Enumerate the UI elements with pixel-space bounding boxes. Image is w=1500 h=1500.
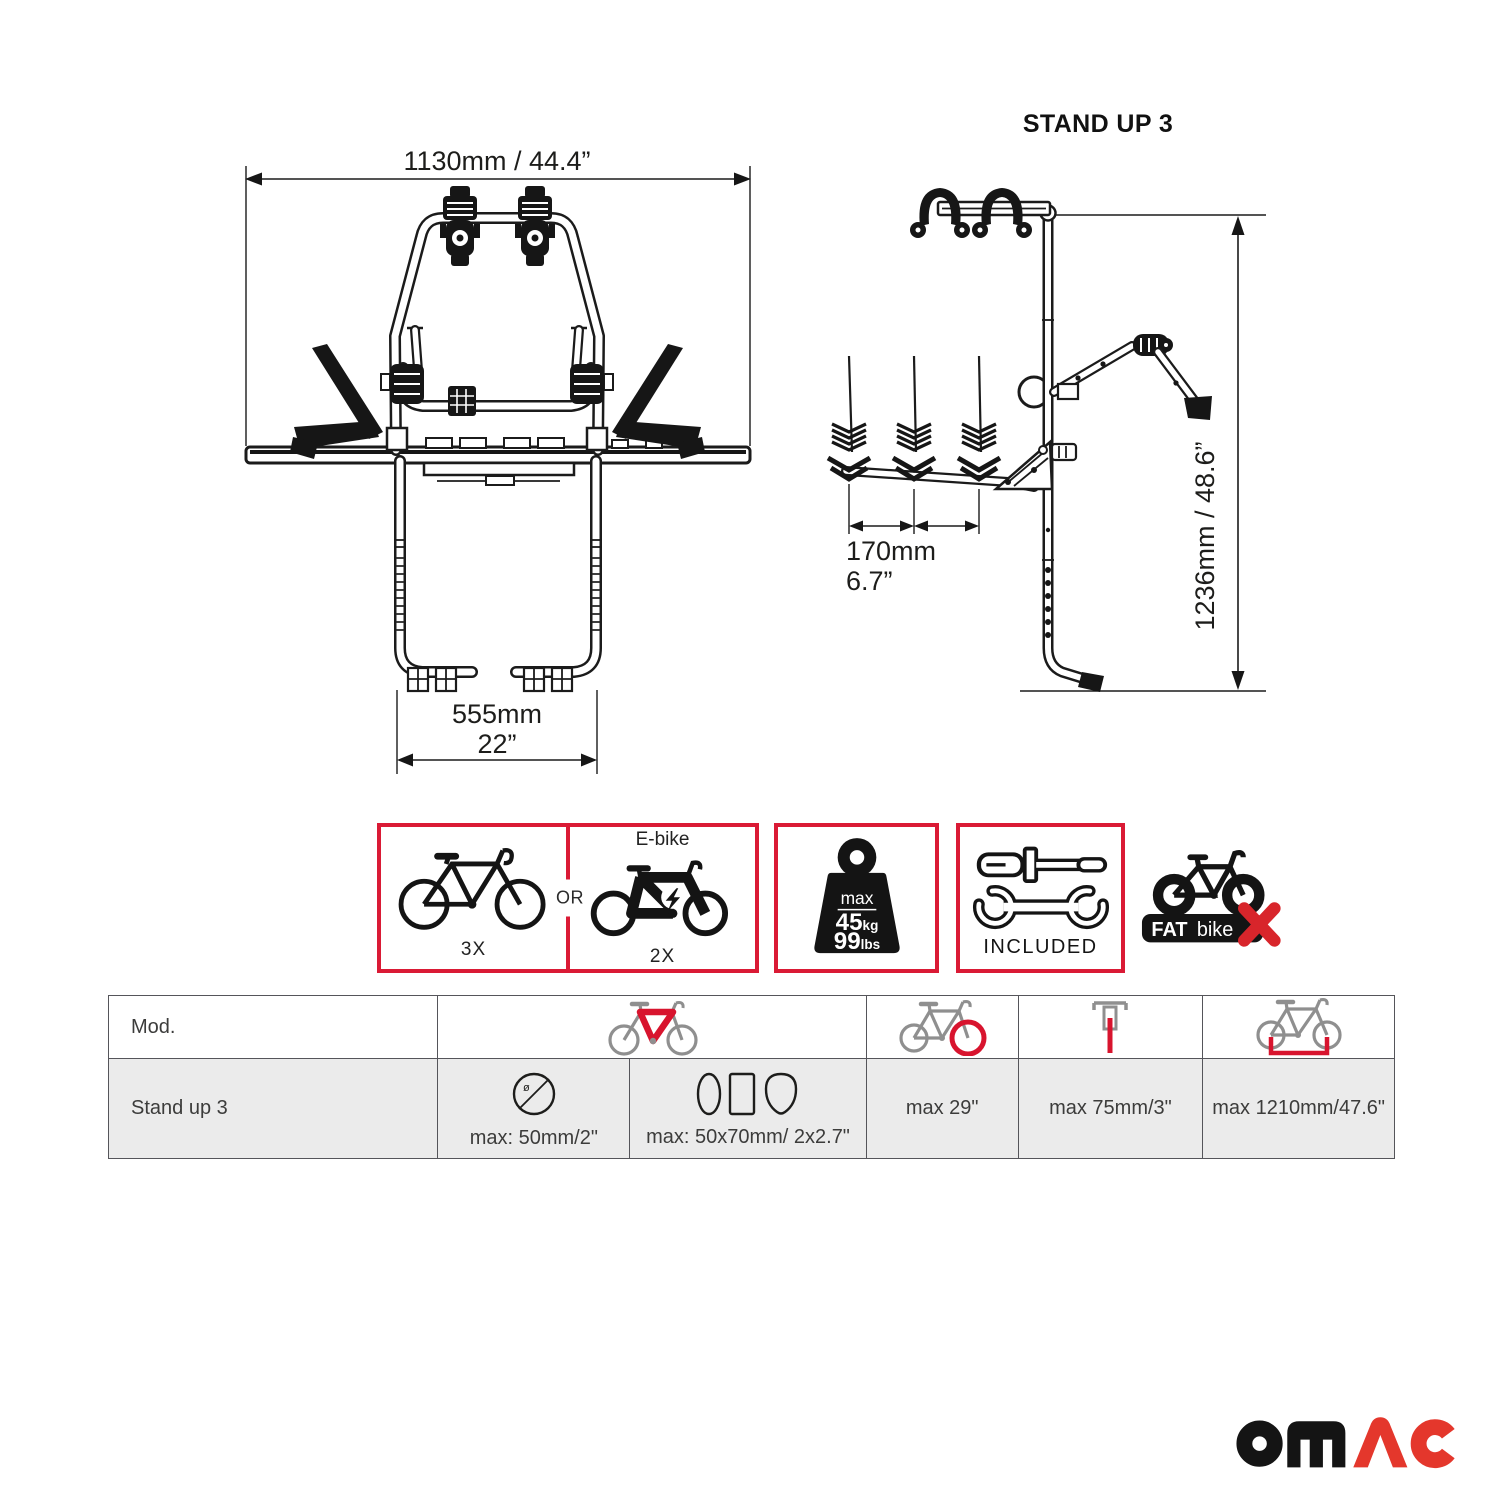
seatpost-icon	[1088, 998, 1132, 1056]
hook-width-mm-label: 555mm	[451, 699, 543, 729]
height-dimension-label: 1236mm / 48.6”	[1190, 441, 1220, 631]
omac-logo	[1235, 1408, 1461, 1474]
tray-bracket	[996, 442, 1076, 489]
frame-round-value: max: 50mm/2"	[469, 1126, 598, 1149]
table-cell-frame-shapes	[630, 1059, 867, 1158]
fatbike-bike-label: bike	[1196, 918, 1234, 941]
logo-letter-o	[1244, 1428, 1274, 1458]
wrench-icon	[974, 886, 1108, 930]
table-cell-frame-round	[438, 1059, 630, 1158]
table-header-seatpost	[1019, 996, 1204, 1059]
or-label: OR	[553, 880, 587, 917]
top-clamp-bar	[910, 188, 1050, 238]
ebike-count-label: 2X	[649, 945, 676, 967]
wheel-value: max 29"	[905, 1097, 979, 1120]
bike-frame-icon	[596, 998, 708, 1056]
weight-kg-unit: kg	[862, 917, 878, 933]
table-cell-wheel	[867, 1059, 1019, 1158]
bike-count-label: 3X	[460, 939, 487, 960]
seatpost-value: max 75mm/3"	[1049, 1097, 1172, 1120]
tray-spacing-dimension	[846, 484, 979, 596]
weight-max-label: max	[840, 887, 873, 908]
lower-support-posts	[394, 461, 602, 691]
frame-shapes-value: max: 50x70mm/ 2x2.7"	[646, 1125, 850, 1148]
e-bike-icon	[583, 854, 743, 944]
wheel-tray-assembly	[828, 356, 1076, 489]
wheelbase-value: max 1210mm/47.6"	[1212, 1097, 1385, 1120]
tools-icon	[969, 838, 1113, 930]
folded-bike-arm-assembly	[381, 328, 613, 416]
main-frame-tube	[395, 218, 599, 450]
wheelbase-icon	[1243, 997, 1355, 1057]
table-cell-wheelbase	[1203, 1059, 1394, 1158]
rear-crossbar	[424, 463, 574, 485]
frame-bracket-right	[587, 428, 607, 450]
hatch-clamp-left	[440, 186, 480, 266]
road-bike-icon	[396, 839, 552, 935]
ebike-label: E-bike	[635, 828, 690, 850]
logo-letter-a	[1353, 1417, 1407, 1467]
badge-bikes-3x	[377, 823, 570, 973]
screwdriver-icon	[976, 848, 1106, 881]
tube-shapes-icon	[692, 1069, 804, 1119]
badge-tools-included	[956, 823, 1125, 973]
bike-rack-front-view-drawing	[200, 130, 800, 800]
hatch-clamp-right	[515, 186, 555, 266]
table-header-wheelbase	[1203, 996, 1394, 1059]
hook-width-in-label: 22”	[477, 729, 517, 759]
weight-lbs-value: 99	[833, 928, 861, 956]
model-title: STAND UP 3	[1022, 110, 1174, 138]
badge-ebikes-2x	[566, 823, 759, 973]
logo-letter-m	[1287, 1421, 1345, 1467]
frame-bracket-left	[387, 428, 407, 450]
bike-capacity-badges	[377, 823, 759, 973]
hatch-clamps	[440, 186, 555, 266]
tools-included-label: INCLUDED	[983, 935, 1098, 958]
tube-diameter-icon	[508, 1068, 560, 1120]
badge-max-weight	[774, 823, 939, 973]
max-weight-icon	[799, 834, 915, 962]
table-header-wheel	[867, 996, 1019, 1059]
badge-no-fatbike	[1136, 844, 1288, 950]
bike-wheel-size-icon	[890, 998, 994, 1056]
table-header-frame	[438, 996, 866, 1059]
table-header-mod	[109, 996, 438, 1059]
front-width-dimension-label: 1130mm / 44.4”	[403, 146, 591, 176]
front-hook-width-dimension	[397, 690, 597, 774]
fatbike-fat-label: FAT	[1151, 918, 1188, 941]
diameter-symbol: ø	[522, 1081, 530, 1094]
post-foot	[1078, 672, 1104, 692]
bike-rack-side-view-drawing	[815, 180, 1295, 720]
spacing-mm-label: 170mm	[846, 536, 937, 566]
mod-label: Mod.	[131, 1015, 176, 1038]
logo-letter-c	[1419, 1427, 1449, 1460]
weight-kg-value: 45	[835, 908, 863, 936]
hatch-support-arm	[1054, 334, 1212, 420]
table-model-cell	[109, 1059, 438, 1158]
table-cell-seatpost	[1019, 1059, 1204, 1158]
model-name: Stand up 3	[131, 1097, 228, 1120]
spacing-in-label: 6.7”	[846, 566, 893, 596]
fat-bike-icon	[1136, 844, 1288, 950]
spec-table	[108, 995, 1395, 1159]
weight-lbs-unit: lbs	[860, 937, 880, 953]
grip-ribs	[396, 558, 600, 630]
